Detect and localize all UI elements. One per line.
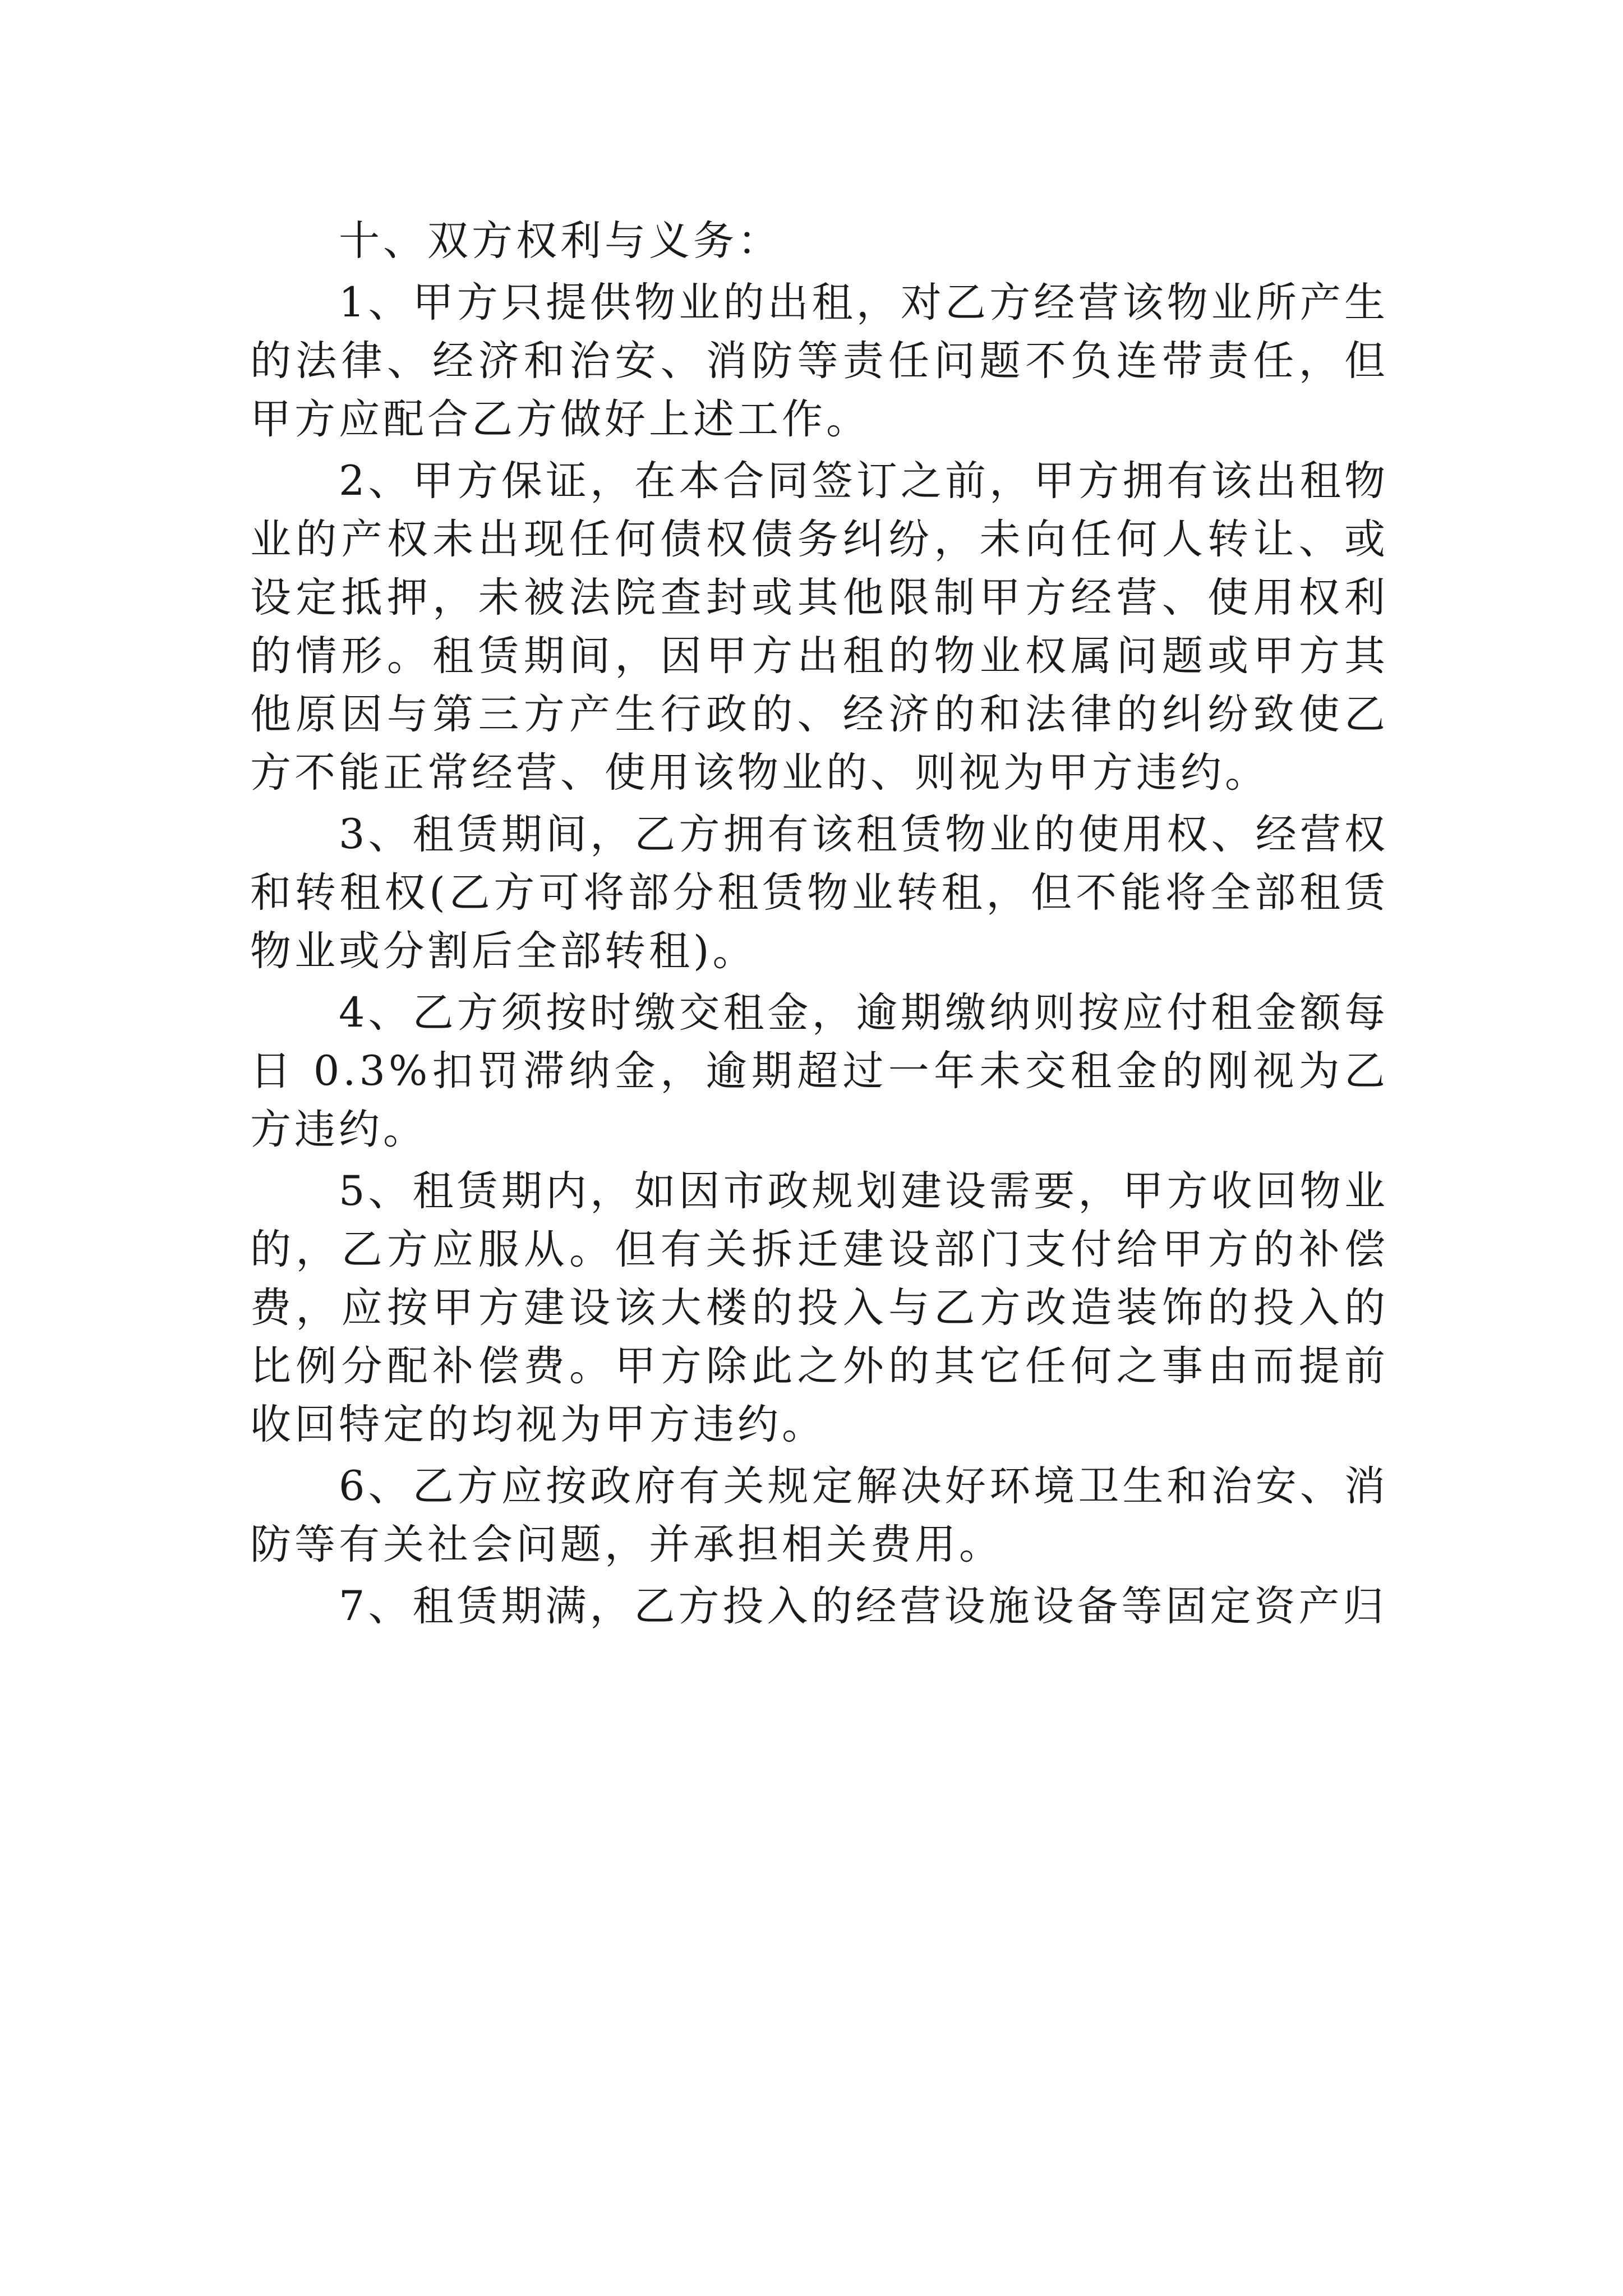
document-body xyxy=(250,212,1389,1636)
clause-6: 6、乙方应按政府有关规定解决好环境卫生和治安、消防等有关社会问题，并承担相关费用。 xyxy=(250,1462,1389,1568)
clause-2: 2、甲方保证，在本合同签订之前，甲方拥有该出租物业的产权未出现任何债权债务纠纷，未向任何人转让、或设定抵押，未被法院查封或其他限制甲方经营、使用权利的情形。租赁期间，因甲方出租的物业权属问题或甲方其他原因与第三方产生行政的、经济的和法律的纠纷致使乙方不能正常经营、使用该物业的、则视为甲方违约。 xyxy=(250,457,1389,797)
clause-4: 4、乙方须按时缴交租金，逾期缴纳则按应付租金额每日 0.3%扣罚滞纳金，逾期超过一年未交租金的刚视为乙方违约。 xyxy=(250,989,1389,1153)
section-title: 十、双方权利与义务： xyxy=(339,217,782,265)
clause-5: 5、租赁期内，如因市政规划建设需要，甲方收回物业的，乙方应服从。但有关拆迁建设部门支付给甲方的补偿费，应按甲方建设该大楼的投入与乙方改造装饰的投入的比例分配补偿费。甲方除此之外的其它任何之事由而提前收回特定的均视为甲方违约。 xyxy=(250,1167,1389,1448)
clause-3: 3、租赁期间，乙方拥有该租赁物业的使用权、经营权和转租权(乙方可将部分租赁物业转租，但不能将全部租赁物业或分割后全部转租)。 xyxy=(250,811,1389,975)
clause-1: 1、甲方只提供物业的出租，对乙方经营该物业所产生的法律、经济和治安、消防等责任问题不负连带责任，但甲方应配合乙方做好上述工作。 xyxy=(250,279,1389,443)
clause-7: 7、租赁期满，乙方投入的经营设施设备等固定资产归 xyxy=(339,1582,1387,1630)
